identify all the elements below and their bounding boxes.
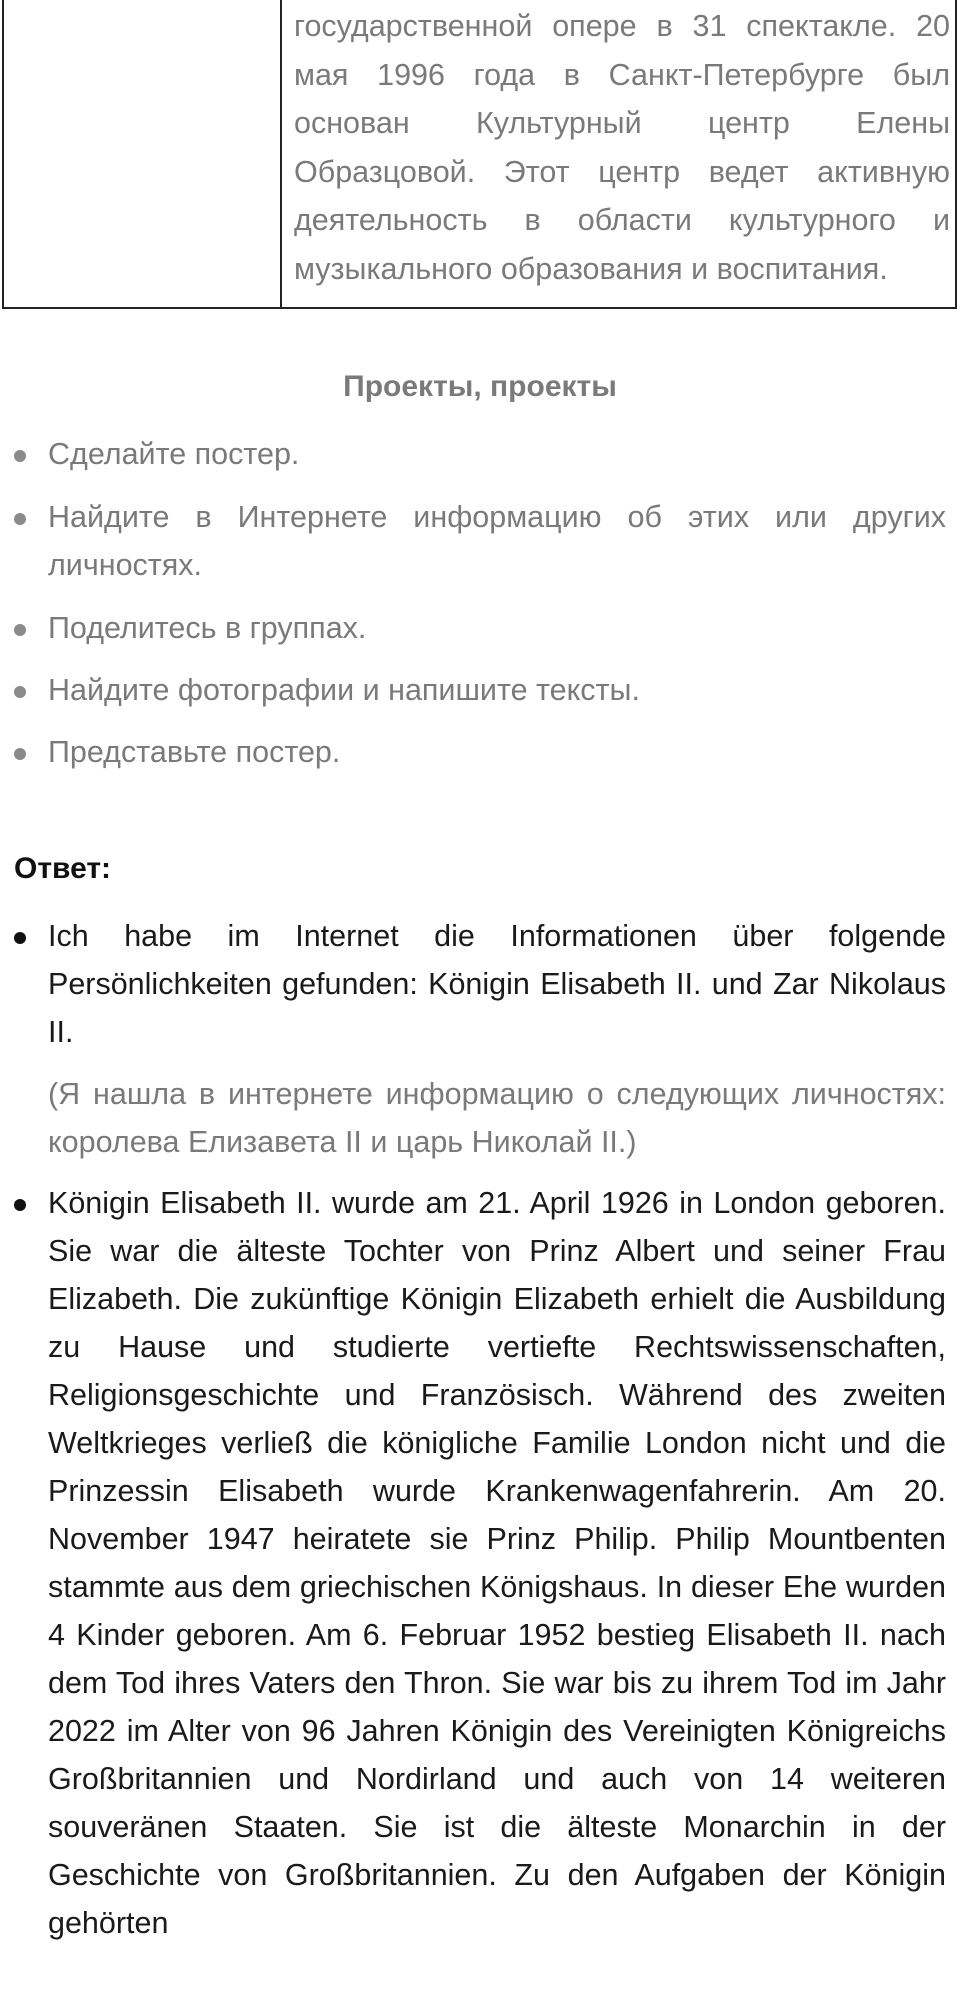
answer-label: Ответ: [14, 852, 112, 885]
list-item-text: Поделитесь в группах. [48, 611, 367, 645]
list-item-text: Ich habe im Internet die Informationen über folgende Persönlichkeiten gefunden: Königin Elisabeth II. und Zar Nikolaus II. [48, 919, 946, 1049]
list-item-text: Представьте постер. [48, 735, 341, 769]
list-item-text: Найдите в Интернете информацию об этих или других личностях. [48, 500, 946, 582]
translation-text: (Я нашла в интернете информацию о следующих личностях: королева Елизавета II и царь Николай II.) [48, 1077, 946, 1159]
bullet-icon [14, 932, 26, 944]
list-item-text: Königin Elisabeth II. wurde am 21. April 1926 in London geboren. Sie war die älteste Tochter von Prinz Albert und seiner Frau Elizabeth. Die zukünftige Königin Elizabeth erhielt die Ausbildung zu Hause und studierte vertiefte Rechtswissenschaften, Religionsgeschichte und Französisch. Während des zweiten Weltkrieges verließ die königliche Familie London nicht und die Prinzessin Elisabeth wurde Krankenwagenfahrerin. Am 20. November 1947 heiratete sie Prinz Philip. Philip Mountbenten stammte aus dem griechischen Königshaus. In dieser Ehe wurden 4 Kinder geboren. Am 6. Februar 1952 bestieg Elisabeth II. nach dem Tod ihres Vaters den Thron. Sie war bis zu ihrem Tod im Jahr 2022 im Alter von 96 Jahren Königin des Vereinigten Königreichs Großbritannien und Nordirland und auch von 14 weiteren souveränen Staaten. Sie ist die älteste Monarchin in der Geschichte von Großbritannien. Zu den Aufgaben der Königin gehörten [48, 1186, 946, 1940]
bullet-icon [14, 1199, 26, 1211]
table-cell-text: государственной опере в 31 спектакле. 20 мая 1996 года в Санкт-Петербурге был основан Культурный центр Елены Образцовой. Этот центр ведет активную деятельность в области культурного и музыкального образования и воспитания. [294, 9, 950, 286]
table-column-divider [280, 0, 282, 307]
bullet-icon [14, 513, 26, 525]
info-table-fragment [2, 0, 957, 309]
projects-heading: Проекты, проекты [343, 370, 617, 403]
bullet-icon [14, 450, 26, 462]
bullet-icon [14, 624, 26, 636]
bullet-icon [14, 748, 26, 760]
list-item-text: Найдите фотографии и напишите тексты. [48, 673, 640, 707]
list-item-text: Сделайте постер. [48, 437, 300, 471]
bullet-icon [14, 686, 26, 698]
